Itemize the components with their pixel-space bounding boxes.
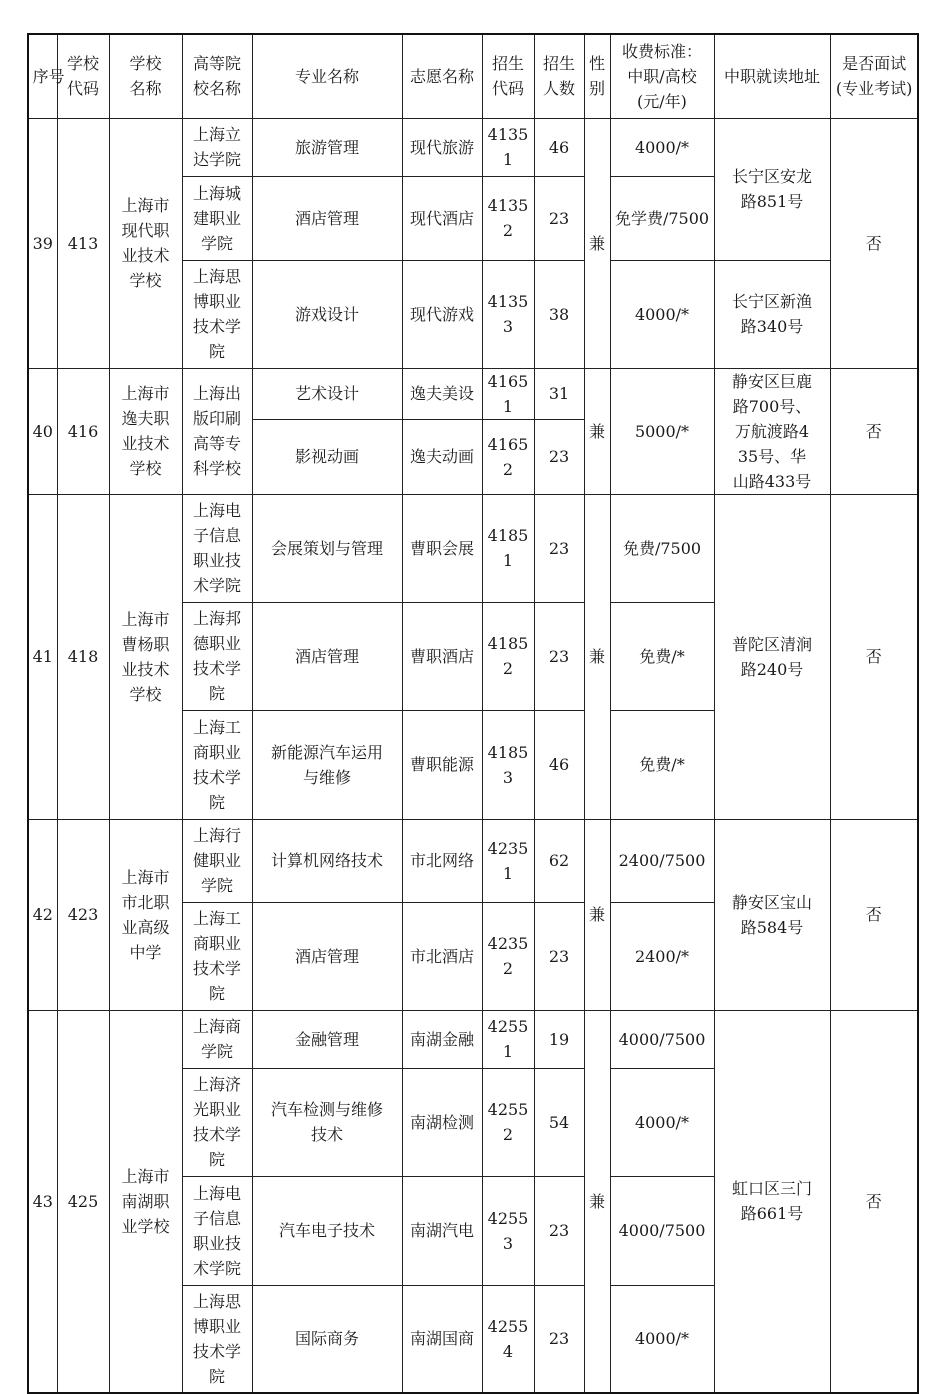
enroll-code-cell: 41652 [482,419,534,494]
major-cell: 金融管理 [252,1010,402,1068]
table-row [28,819,918,902]
enroll-num-cell: 23 [534,902,584,1010]
enroll-code-cell: 41353 [482,260,534,368]
enroll-code-cell: 41352 [482,176,534,260]
major-cell: 新能源汽车运用与维修 [252,710,402,819]
header-school-code: 学校代码 [57,34,109,118]
enroll-num-cell: 38 [534,260,584,368]
school-code-cell: 425 [57,1010,109,1393]
major-cell: 汽车检测与维修技术 [252,1068,402,1176]
header-college: 高等院校名称 [182,34,252,118]
enroll-code-cell: 41651 [482,368,534,419]
enroll-code-cell: 41351 [482,118,534,176]
fee-cell: 免费/* [610,710,714,819]
address-cell: 静安区宝山路584号 [714,819,830,1010]
major-cell: 酒店管理 [252,602,402,710]
enroll-num-cell: 19 [534,1010,584,1068]
fee-cell: 2400/7500 [610,819,714,902]
major-cell: 酒店管理 [252,176,402,260]
college-cell: 上海邦德职业技术学院 [182,602,252,710]
gender-cell: 兼 [584,494,610,819]
fee-cell: 5000/* [610,368,714,494]
table-row [28,1010,918,1068]
wish-cell: 南湖汽电 [402,1176,482,1285]
wish-cell: 现代旅游 [402,118,482,176]
wish-cell: 现代酒店 [402,176,482,260]
header-wish: 志愿名称 [402,34,482,118]
college-cell: 上海行健职业学院 [182,819,252,902]
major-cell: 国际商务 [252,1285,402,1393]
fee-cell: 2400/* [610,902,714,1010]
major-cell: 汽车电子技术 [252,1176,402,1285]
header-seq: 序号 [28,34,57,118]
enroll-code-cell: 42552 [482,1068,534,1176]
enroll-num-cell: 23 [534,1285,584,1393]
header-address: 中职就读地址 [714,34,830,118]
college-cell: 上海济光职业技术学院 [182,1068,252,1176]
school-code-cell: 418 [57,494,109,819]
enroll-num-cell: 31 [534,368,584,419]
college-cell: 上海工商职业技术学院 [182,902,252,1010]
wish-cell: 现代游戏 [402,260,482,368]
college-cell: 上海电子信息职业技术学院 [182,1176,252,1285]
header-major: 专业名称 [252,34,402,118]
college-cell: 上海出版印刷高等专科学校 [182,368,252,494]
enroll-code-cell: 41853 [482,710,534,819]
fee-cell: 免费/7500 [610,494,714,602]
address-cell: 长宁区安龙路851号 [714,118,830,260]
enroll-num-cell: 23 [534,176,584,260]
enroll-num-cell: 46 [534,710,584,819]
fee-cell: 免费/* [610,602,714,710]
enroll-num-cell: 23 [534,602,584,710]
header-school-name: 学校名称 [109,34,182,118]
fee-cell: 4000/* [610,118,714,176]
school-code-cell: 423 [57,819,109,1010]
header-fee: 收费标准：中职/高校(元/年) [610,34,714,118]
fee-cell: 4000/* [610,260,714,368]
gender-cell: 兼 [584,118,610,368]
header-enroll-num: 招生人数 [534,34,584,118]
enroll-num-cell: 23 [534,494,584,602]
fee-cell: 4000/7500 [610,1176,714,1285]
enroll-num-cell: 23 [534,419,584,494]
school-name-cell: 上海市市北职业高级中学 [109,819,182,1010]
school-name-cell: 上海市逸夫职业技术学校 [109,368,182,494]
address-cell: 长宁区新渔路340号 [714,260,830,368]
major-cell: 会展策划与管理 [252,494,402,602]
enroll-num-cell: 46 [534,118,584,176]
wish-cell: 市北网络 [402,819,482,902]
enroll-code-cell: 41852 [482,602,534,710]
enroll-code-cell: 42551 [482,1010,534,1068]
enroll-code-cell: 42553 [482,1176,534,1285]
major-cell: 艺术设计 [252,368,402,419]
school-name-cell: 上海市南湖职业学校 [109,1010,182,1393]
interview-cell: 否 [830,368,918,494]
major-cell: 旅游管理 [252,118,402,176]
seq-cell: 39 [28,118,57,368]
wish-cell: 逸夫美设 [402,368,482,419]
fee-cell: 4000/* [610,1068,714,1176]
gender-cell: 兼 [584,819,610,1010]
major-cell: 游戏设计 [252,260,402,368]
college-cell: 上海思博职业技术学院 [182,1285,252,1393]
gender-cell: 兼 [584,1010,610,1393]
enroll-code-cell: 42554 [482,1285,534,1393]
enroll-code-cell: 42352 [482,902,534,1010]
enroll-num-cell: 23 [534,1176,584,1285]
school-code-cell: 416 [57,368,109,494]
enroll-code-cell: 41851 [482,494,534,602]
interview-cell: 否 [830,118,918,368]
fee-cell: 4000/7500 [610,1010,714,1068]
wish-cell: 南湖检测 [402,1068,482,1176]
seq-cell: 42 [28,819,57,1010]
fee-cell: 免学费/7500 [610,176,714,260]
table-row [28,368,918,419]
wish-cell: 市北酒店 [402,902,482,1010]
school-name-cell: 上海市曹杨职业技术学校 [109,494,182,819]
wish-cell: 南湖国商 [402,1285,482,1393]
wish-cell: 曹职能源 [402,710,482,819]
college-cell: 上海电子信息职业技术学院 [182,494,252,602]
college-cell: 上海城建职业学院 [182,176,252,260]
interview-cell: 否 [830,494,918,819]
college-cell: 上海商学院 [182,1010,252,1068]
major-cell: 酒店管理 [252,902,402,1010]
enroll-num-cell: 62 [534,819,584,902]
major-cell: 影视动画 [252,419,402,494]
address-cell: 普陀区清涧路240号 [714,494,830,819]
wish-cell: 曹职酒店 [402,602,482,710]
seq-cell: 43 [28,1010,57,1393]
college-cell: 上海工商职业技术学院 [182,710,252,819]
header-enroll-code: 招生代码 [482,34,534,118]
table-row [28,118,918,176]
school-code-cell: 413 [57,118,109,368]
header-gender: 性别 [584,34,610,118]
college-cell: 上海立达学院 [182,118,252,176]
interview-cell: 否 [830,819,918,1010]
gender-cell: 兼 [584,368,610,494]
major-cell: 计算机网络技术 [252,819,402,902]
address-cell: 静安区巨鹿路700号、万航渡路435号、华山路433号 [714,368,830,494]
header-interview: 是否面试(专业考试) [830,34,918,118]
enroll-num-cell: 54 [534,1068,584,1176]
address-cell: 虹口区三门路661号 [714,1010,830,1393]
header-row [28,34,918,118]
college-cell: 上海思博职业技术学院 [182,260,252,368]
wish-cell: 南湖金融 [402,1010,482,1068]
school-name-cell: 上海市现代职业技术学校 [109,118,182,368]
wish-cell: 逸夫动画 [402,419,482,494]
seq-cell: 40 [28,368,57,494]
wish-cell: 曹职会展 [402,494,482,602]
interview-cell: 否 [830,1010,918,1393]
fee-cell: 4000/* [610,1285,714,1393]
table-row [28,494,918,602]
seq-cell: 41 [28,494,57,819]
admission-table [27,33,919,1394]
enroll-code-cell: 42351 [482,819,534,902]
